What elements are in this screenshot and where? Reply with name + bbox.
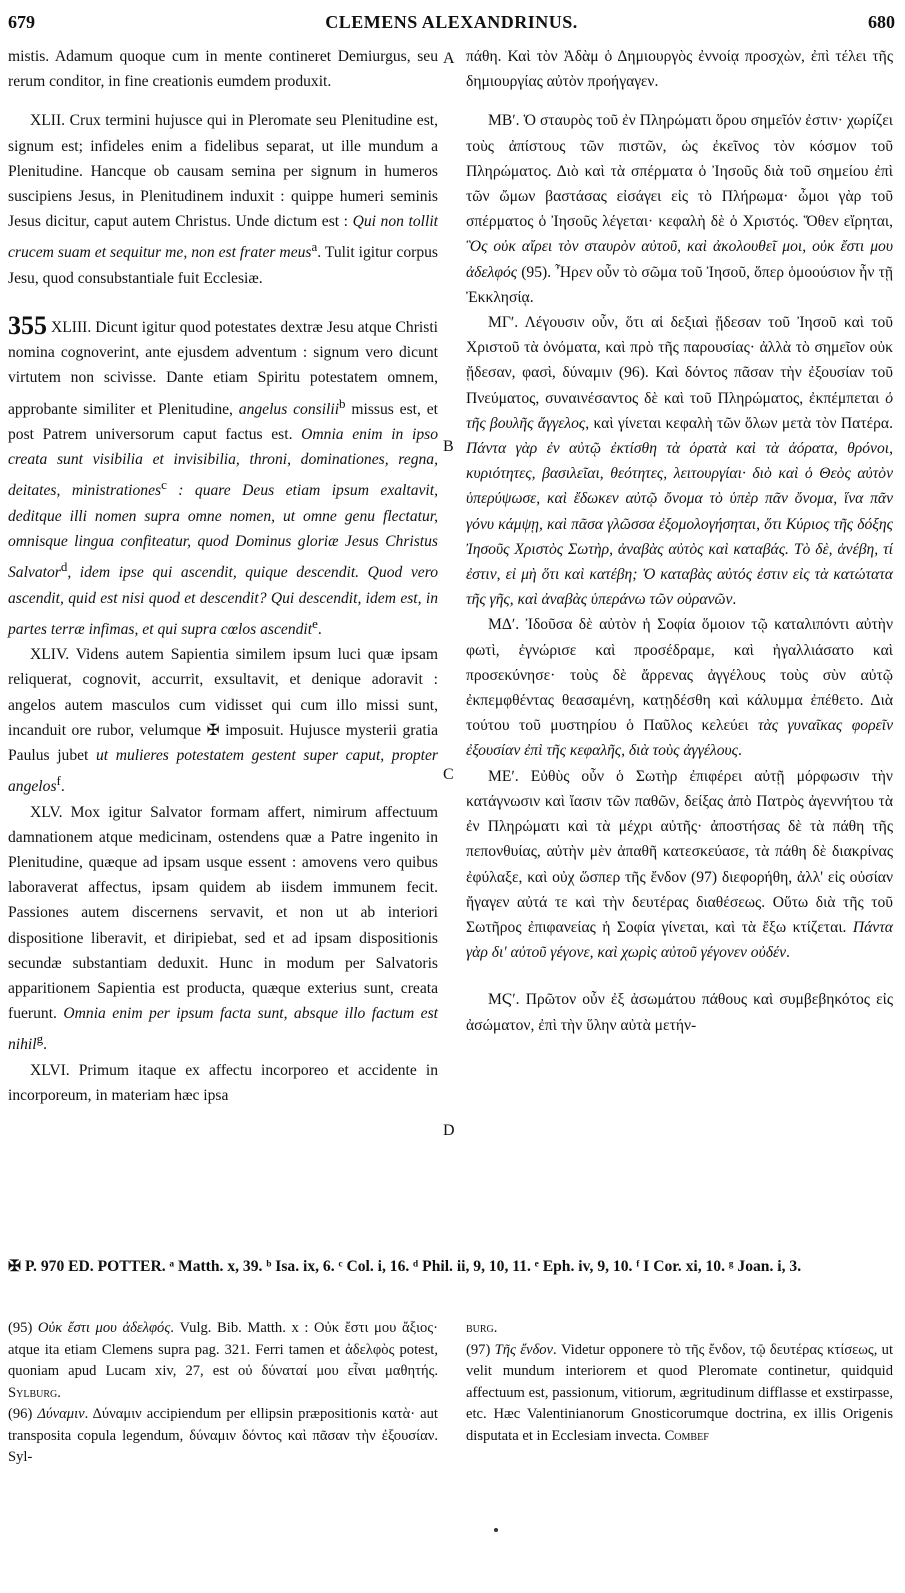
notes-right <box>466 1318 893 1447</box>
margin-letter-d: D <box>443 1122 455 1139</box>
latin-column <box>8 44 438 1108</box>
greek-para-mg: ΜΓʹ. Λέγουσιν οὖν, ὅτι αἱ δεξιαὶ ᾔδεσαν τοῦ Ἰησοῦ καὶ τοῦ Χριστοῦ τὰ ὀνόματα, καὶ πρὸ τῆς παρουσίας· ἀλλὰ τὸ σημεῖον οὐκ ᾔδεσαν, φασὶ, δύναμιν (96). Καὶ δόντος πᾶσαν τὴν ἐξουσίαν τοῦ Πνεύματος, συναινέσαντος δὲ καὶ τοῦ Πληρώματος, ἐκπέμπεται ὁ τῆς βουλῆς ἄγγελος, καὶ γίνεται κεφαλὴ τῶν ὅλων μετὰ τὸν Πατέρα. Πάντα γὰρ ἐν αὐτῷ ἐκτίσθη τὰ ὁρατὰ καὶ τὰ ἀόρατα, θρόνοι, κυριότητες, βασιλεῖαι, θεότητες, λειτουργίαι· διὸ καὶ ὁ Θεὸς αὐτὸν ὑπερύψωσε, καὶ ἔδωκεν αὐτῷ ὄνομα τὸ ὑπὲρ πᾶν ὄνομα, ἵνα πᾶν γόνυ κάμψῃ, καὶ πᾶσα γλῶσσα ἐξομολογήσηται, ὅτι Κύριος τῆς δόξης Ἰησοῦς Χριστὸς Σωτὴρ, ἀναβὰς αὐτὸς καὶ καταβάς. Τὸ δὲ, ἀνέβη, τί ἐστιν, εἰ μὴ ὅτι καὶ κατέβη; Ὁ καταβὰς αὐτός ἐστιν εἰς τὰ κατώτατα τῆς γῆς, καὶ ἀναβὰς ὑπεράνω τῶν οὐρανῶν. <box>466 314 893 609</box>
note-95: (95) Οὐκ ἔστι μου ἀδελφός. Vulg. Bib. Matth. x : Οὐκ ἔστι μου ἄξιος· atque ita etiam Clemens supra pag. 321. Ferri tamen et ἀδελφὸς potest, quoniam apud Lucam xiv, 27, est οὐ δύναταί μου εἶναι μαθητής. Sylburg. <box>8 1320 438 1401</box>
running-header <box>8 12 895 34</box>
greek-para-1: πάθη. Καὶ τὸν Ἀδὰμ ὁ Δημιουργὸς ἐννοίᾳ προσχὼν, ἐπὶ τέλει τῆς δημιουργίας αὐτὸν προήγαγεν. <box>466 48 893 91</box>
latin-para-xlv: XLV. Mox igitur Salvator formam affert, nimirum affectuum damnationem atque medicinam, ostendens quæ a Patre ingenito in Plenitudine, quæque ad ipsam usque essent : amovens vero quibus laboraverat affectus, ipsam quidem ab iisdem immunem fecit. Passiones autem discernens servavit, et non ut ab interiori dispositione liberavit, et diripiebat, sed et ad ipsam dispositionis secundæ substantiam deduxit. Hunc in modum per Salvatoris apparitionem Sapientia est producta, quæque exterius sunt, creata fuerunt. Omnia enim per ipsum facta sunt, absque illo factum est nihil$^g$. <box>8 803 438 1054</box>
page-number-right: 680 <box>868 12 895 32</box>
section-number: 355 <box>8 311 47 341</box>
margin-letter-a: A <box>443 50 455 67</box>
note-97: (97) Τῆς ἔνδον. Videtur opponere τὸ τῆς ἔνδον, τῷ δευτέρας κτίσεως, ut velit mundum interiorem et quod Pleromate continetur, quidquid affectuum est, passionum, vitiorum, ægritudinum difflasse et exstirpasse, etc. Hæc Valentinianorum Gnosticorumque doctrina, ex illis Origenis disputata et in Ecclesiam invecta. Combef <box>466 1341 894 1444</box>
notes-left <box>8 1318 438 1469</box>
running-title: CLEMENS ALEXANDRINUS. <box>325 12 578 32</box>
latin-para-xliii: 355 XLIII. Dicunt igitur quod potestates dextræ Jesu atque Christi nomina cognoverint, ante ejusdem adventum : signum vero dicunt virtutem non scivisse. Dante etiam Spiritu potestatem omnem, approbante similiter et Plenitudine, angelus consilii$^b$ missus est, et post Patrem universorum caput factus est. Omnia enim in ipso creata sunt visibilia et invisibilia, throni, dominationes, regna, deitates, ministrationes$^c$ : quare Deus etiam ipsum exaltavit, deditque illi nomen supra omne nomen, ut omne genu flectatur, omnisque lingua confiteatur, quod Dominus gloriæ Jesus Christus Salvator$^d$, idem ipse qui ascendit, quique descendit. Quod vero ascendit, quid est nisi quod et descendit? Qui descendit, idem est, in partes terræ infimas, et qui supra cœlos ascendit$^e$. <box>8 311 438 638</box>
greek-column <box>466 44 893 1038</box>
page-number-left: 679 <box>8 12 35 32</box>
greek-para-me: ΜΕʹ. Εὐθὺς οὖν ὁ Σωτὴρ ἐπιφέρει αὐτῇ μόρφωσιν τὴν κατάγνωσιν καὶ ἴασιν τῶν παθῶν, δείξας ἀπὸ Πατρὸς ἀγεννήτου τὰ ἐν Πληρώματι καὶ τὰ μέχρι αὐτῆς· ἀποστήσας δὲ τὰ πάθη τῆς πεπονθυίας, αὐτὴν μὲν ἀπαθῆ κατεσκεύασε, τὰ πάθη δὲ διακρίνας ἐφύλαξε, καὶ οὐχ ὥσπερ τῆς ἔνδον (97) διεφορήθη, ἀλλ' εἰς οὐσίαν ἤγαγεν αὐτά τε καὶ τὴν δευτέρας διαθέσεως. Οὕτω διὰ τῆς τοῦ Σωτῆρος ἐπιφανείας ἡ Σοφία γίνεται, καὶ τὰ ἔξω κτίζεται. Πάντα γὰρ δι' αὐτοῦ γέγονε, καὶ χωρὶς αὐτοῦ γέγονεν οὐδέν. <box>466 767 893 962</box>
latin-para-1: mistis. Adamum quoque cum in mente contineret Demiurgus, seu rerum conditor, in fine creationis eumdem produxit. <box>8 48 438 91</box>
greek-para-md: ΜΔʹ. Ἰδοῦσα δὲ αὐτὸν ἡ Σοφία ὅμοιον τῷ καταλιπόντι αὐτὴν φωτὶ, ἐγνώρισε καὶ προσέδραμε, καὶ ἠγαλλιάσατο καὶ προσεκύνησε· τοὺς δὲ ἄρρενας ἀγγέλους τοὺς σὺν αὐτῷ ἐκπεμφθέντας θεασαμένη, κατῃδέσθη καὶ κάλυμμα ἐπέθετο. Διὰ τούτου τοῦ μυστηρίου ὁ Παῦλος κελεύει τὰς γυναῖκας φορεῖν ἐξουσίαν ἐπὶ τῆς κεφαλῆς, διὰ τοὺς ἀγγέλους. <box>466 616 894 760</box>
margin-letter-b: B <box>443 438 454 455</box>
latin-para-xliv: XLIV. Videns autem Sapientia similem ipsum luci quæ ipsam reliquerat, cognovit, accurrit, exsultavit, et denique adoravit : angelos autem masculos cum vidisset qui cum illo missi sunt, incanduit ore rubor, velumque ✠ imposuit. Hujusce mysterii gratia Paulus jubet ut mulieres potestatem gestent super caput, propter angelos$^f$. <box>8 646 438 796</box>
page-mark <box>494 1528 498 1532</box>
scripture-references: ✠ P. 970 ED. POTTER. ᵃ Matth. x, 39. ᵇ Isa. ix, 6. ᶜ Col. i, 16. ᵈ Phil. ii, 9, 10, 11. ᵉ Eph. iv, 9, 10. ᶠ I Cor. xi, 10. ᵍ Joan. i, 3. <box>8 1258 802 1275</box>
greek-para-mb: ΜΒʹ. Ὁ σταυρὸς τοῦ ἐν Πληρώματι ὅρου σημεῖόν ἐστιν· χωρίζει τοὺς ἀπίστους τῶν πιστῶν, ὡς ἐκεῖνος τὸν κόσμον τοῦ Πληρώματος. Διὸ καὶ τὰ σπέρματα ὁ Ἰησοῦς διὰ τοῦ σημείου ἐπὶ τῶν ὤμων βαστάσας εἰσάγει εἰς τὸ Πλήρωμα· ὦμοι γὰρ τοῦ σπέρματος ὁ Ἰησοῦς λέγεται· κεφαλὴ δὲ ὁ Χριστός. Ὅθεν εἴρηται, Ὃς οὐκ αἴρει τὸν σταυρὸν αὐτοῦ, καὶ ἀκολουθεῖ μοι, οὐκ ἔστι μου ἀδελφός (95). Ἦρεν οὖν τὸ σῶμα τοῦ Ἰησοῦ, ὅπερ ὁμοούσιον ἦν τῇ Ἐκκλησίᾳ. <box>466 112 893 306</box>
note-96: (96) Δύναμιν. Δύναμιν accipiendum per ellipsin præpositionis κατὰ· aut transposita copula legendum, δύναμιν δόντος καὶ πᾶσαν τὴν ἐξουσίαν. Syl- <box>8 1406 438 1465</box>
note-96-continued: burg. <box>466 1320 498 1336</box>
latin-para-xlii: XLII. Crux termini hujusce qui in Pleromate seu Plenitudine est, signum est; infideles enim a fidelibus separat, ut ille mundum a Plenitudine. Hancque ob causam semina per signum in humeros suscipiens Jesus, in Plenitudinem induxit : quippe humeri seminis Jesus dicitur, caput autem Christus. Unde dictum est : Qui non tollit crucem suam et sequitur me, non est frater meus$^a$. Tulit igitur corpus Jesu, quod consubstantiale fuit Ecclesiæ. <box>8 112 438 287</box>
greek-para-ms: ΜϚʹ. Πρῶτον οὖν ἐξ ἀσωμάτου πάθους καὶ συμβεβηκότος εἰς ἀσώματον, ἐπὶ τὴν ὕλην αὐτὰ μετήν- <box>466 991 893 1034</box>
margin-letter-c: C <box>443 766 454 783</box>
latin-para-xlvi: XLVI. Primum itaque ex affectu incorporeo et accidente in incorporeum, in materiam hæc ipsa <box>8 1061 438 1105</box>
